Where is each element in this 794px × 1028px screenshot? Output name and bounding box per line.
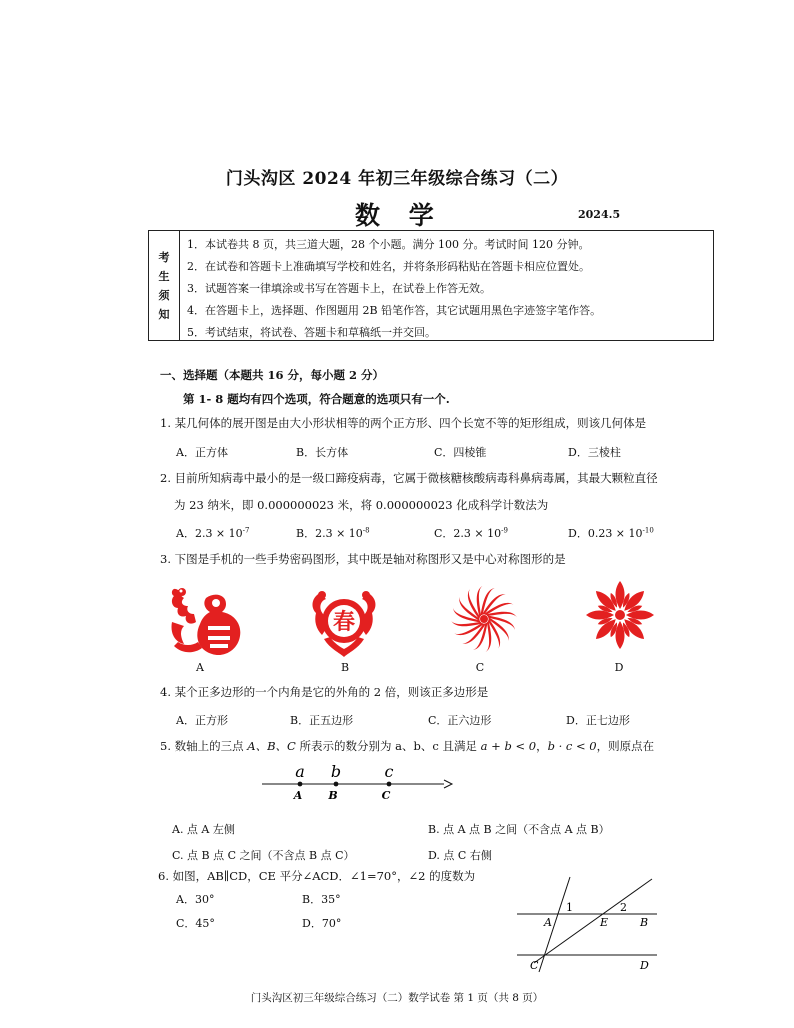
q1-option-d: D．三棱柱 [568, 446, 621, 459]
q5-option-b: B. 点 A 点 B 之间（不含点 A 点 B） [428, 823, 610, 836]
figure-a-dragon-paper-cut [168, 578, 248, 660]
subject-title: 数 学 [355, 201, 444, 230]
section-heading: 一、选择题（本题共 16 分，每小题 2 分） [160, 368, 385, 382]
notice-label-char: 知 [158, 307, 170, 321]
q5-option-c: C. 点 B 点 C 之间（不含点 B 点 C） [172, 849, 355, 862]
q2-option-b: B．$2.3 \times 10^{-8}$ [296, 526, 370, 540]
angle-label-1: 1 [566, 901, 573, 914]
q6-option-b: B．35° [302, 893, 341, 906]
question-4-text: 4. 某个正多边形的一个内角是它的外角的 2 倍，则该正多边形是 [160, 685, 489, 699]
q4-option-b: B．正五边形 [290, 714, 354, 727]
section-instruction: 第 1- 8 题均有四个选项，符合题意的选项只有一个. [183, 392, 450, 406]
q1-option-a: A．正方体 [176, 446, 228, 459]
point-label-c: C [530, 959, 539, 972]
q1-option-b: B．长方体 [296, 446, 349, 459]
q1-option-c: C．四棱锥 [434, 446, 487, 459]
q6-option-a: A．30° [176, 893, 215, 906]
number-line-point-a: A [293, 789, 303, 802]
q4-option-c: C．正六边形 [428, 714, 492, 727]
point-label-b: B [640, 916, 649, 929]
question-1-text: 1. 某几何体的展开图是由大小形状相等的两个正方形、四个长宽不等的矩形组成，则该几何体是 [160, 416, 647, 430]
exam-title: 门头沟区 2024 年初三年级综合练习（二） [225, 169, 569, 189]
figure-label-a: A [196, 661, 204, 674]
parallel-lines-figure [512, 875, 662, 975]
notice-item-1: 1．本试卷共 8 页，共三道大题，28 个小题。满分 100 分。考试时间 120 分钟。 [187, 238, 590, 251]
question-6-text: 6. 如图，AB∥CD，CE 平分∠ACD．∠1=70°，∠2 的度数为 [158, 869, 476, 883]
notice-item-5: 5．考试结束，将试卷、答题卡和草稿纸一并交回。 [187, 326, 436, 339]
number-line [258, 762, 454, 804]
number-line-label-c: c [384, 762, 394, 781]
q5-option-d: D. 点 C 右侧 [428, 849, 492, 862]
point-label-e: E [600, 916, 609, 929]
notice-box [148, 230, 714, 341]
figure-label-d: D [614, 661, 624, 674]
point-label-a: A [544, 916, 552, 929]
q4-option-a: A．正方形 [176, 714, 228, 727]
number-line-point-c: C [381, 789, 391, 802]
number-line-label-b: b [330, 762, 342, 781]
notice-label-char: 生 [158, 269, 170, 283]
figure-label-b: B [340, 661, 350, 674]
point-label-d: D [640, 959, 649, 972]
q6-option-c: C．45° [176, 917, 215, 930]
question-5-text: 5. 数轴上的三点 A、B、C 所表示的数分别为 a、b、c 且满足 a + b < 0，b · c < 0，则原点在 [160, 739, 655, 753]
q2-option-c: C．$2.3 \times 10^{-9}$ [434, 526, 508, 540]
question-2-text-line2: 为 23 纳米，即 0.000000023 米，将 0.000000023 化成科学计数法为 [174, 498, 549, 512]
q2-option-a: A．$2.3 \times 10^{-7}$ [176, 526, 250, 540]
angle-label-2: 2 [620, 901, 627, 914]
question-3-text: 3. 下图是手机的一些手势密码图形，其中既是轴对称图形又是中心对称图形的是 [160, 552, 566, 566]
notice-item-4: 4．在答题卡上，选择题、作图题用 2B 铅笔作答，其它试题用黑色字迹签字笔作答。 [187, 304, 602, 317]
notice-item-2: 2．在试卷和答题卡上准确填写学校和姓名，并将条形码粘贴在答题卡相应位置处。 [187, 260, 590, 273]
q4-option-d: D．正七边形 [566, 714, 630, 727]
figure-b-spring-paper-cut [306, 583, 382, 659]
question-2-text-line1: 2. 目前所知病毒中最小的是一级口蹄疫病毒，它属于微核糖核酸病毒科鼻病毒属，其最大颗粒直径 [160, 471, 658, 485]
exam-date: 2024.5 [578, 208, 621, 221]
notice-label-char: 考 [158, 250, 170, 264]
figure-c-pinwheel [448, 583, 520, 655]
q5-option-a: A. 点 A 左侧 [172, 823, 235, 836]
figure-label-c: C [475, 661, 485, 674]
spring-character: 春 [332, 610, 356, 635]
number-line-point-b: B [328, 789, 338, 802]
notice-label [149, 231, 180, 340]
page-footer: 门头沟区初三年级综合练习（二）数学试卷 第 1 页（共 8 页） [250, 992, 544, 1004]
q6-option-d: D．70° [302, 917, 342, 930]
figure-d-flower [583, 578, 657, 652]
q2-option-d: D．$0.23 \times 10^{-10}$ [568, 526, 654, 540]
number-line-label-a: a [295, 762, 305, 781]
notice-item-3: 3．试题答案一律填涂或书写在答题卡上，在试卷上作答无效。 [187, 282, 491, 295]
notice-label-char: 须 [158, 288, 170, 302]
